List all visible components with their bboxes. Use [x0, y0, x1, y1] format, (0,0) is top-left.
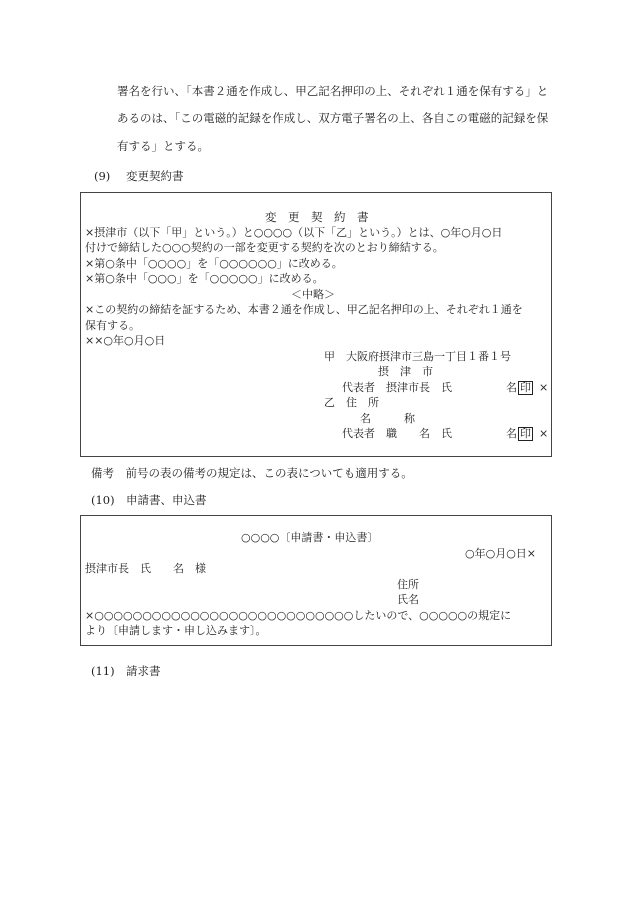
application-addressee: 摂津市長 氏 名 様: [85, 562, 206, 575]
form-body-line-3: ×第○条中「○○○○」を「○○○○○○」に改める。: [85, 257, 343, 270]
application-form-date: ○年○月○日×: [465, 547, 537, 560]
section-9-title: 変更契約書: [126, 169, 184, 183]
application-body-line-1: ×○○○○○○○○○○○○○○○○○○○○○○○○○○○したいので、○○○○○の規定に: [85, 609, 512, 622]
section-9-number: (9): [94, 169, 111, 183]
party-a-seal: [518, 381, 533, 395]
party-b-title: 名 称: [360, 412, 415, 425]
form-date: ××○年○月○日: [85, 334, 166, 347]
party-a-address: 甲 大阪府摂津市三島一丁目１番１号: [324, 350, 511, 363]
application-body-line-2: より〔申請します・申し込みます〕。: [85, 624, 267, 637]
party-b-representative: 代表者 職 名 氏: [342, 427, 452, 440]
form-closing-line-1: ×この契約の締結を証するため、本書２通を作成し、甲乙記名押印の上、それぞれ１通を: [85, 303, 523, 316]
form-closing-line-2: 保有する。: [85, 319, 140, 332]
application-form: [80, 515, 552, 646]
form-title: 変 更 契 約 書: [265, 210, 369, 224]
party-a-name-char: 名: [506, 381, 517, 394]
section-10-number: (10): [91, 493, 115, 507]
party-b-mark: ×: [539, 427, 549, 440]
form-body-line-2: 付けで締結した○○○契約の一部を変更する契約を次のとおり締結する。: [85, 241, 444, 254]
applicant-address-label: 住所: [397, 578, 419, 591]
form-omission: ＜中略＞: [291, 288, 335, 301]
party-a-entity: 摂 津 市: [378, 365, 433, 378]
application-form-title: ○○○○〔申請書・申込書〕: [241, 531, 379, 544]
change-contract-form: [80, 192, 552, 457]
party-b-seal: [518, 427, 533, 441]
intro-line-1: 署名を行い、「本書２通を作成し、甲乙記名押印の上、それぞれ１通を保有する」と: [117, 84, 549, 98]
form-body-line-1: ×摂津市（以下「甲」という。）と○○○○（以下「乙」という。）とは、○年○月○日: [85, 226, 503, 239]
party-a-mark: ×: [539, 381, 549, 394]
intro-line-2: あるのは、「この電磁的記録を作成し、双方電子署名の上、各自この電磁的記録を保: [117, 111, 549, 125]
intro-line-3: 有する」とする。: [117, 139, 209, 153]
party-b-address: 乙 住 所: [324, 396, 379, 409]
party-b-name-char: 名: [506, 427, 517, 440]
seal-stamp-icon: 印: [520, 381, 531, 394]
seal-stamp-icon: 印: [520, 427, 531, 440]
section-10-title: 申請書、申込書: [126, 493, 207, 507]
form-body-line-4: ×第○条中「○○○」を「○○○○○」に改める。: [85, 272, 324, 285]
applicant-name-label: 氏名: [397, 593, 419, 606]
section-11-title: 請求書: [126, 664, 161, 678]
section-11-number: (11): [91, 664, 115, 678]
section-9-note: 備考 前号の表の備考の規定は、この表についても適用する。: [91, 466, 413, 480]
party-a-representative: 代表者 摂津市長 氏: [342, 381, 452, 394]
